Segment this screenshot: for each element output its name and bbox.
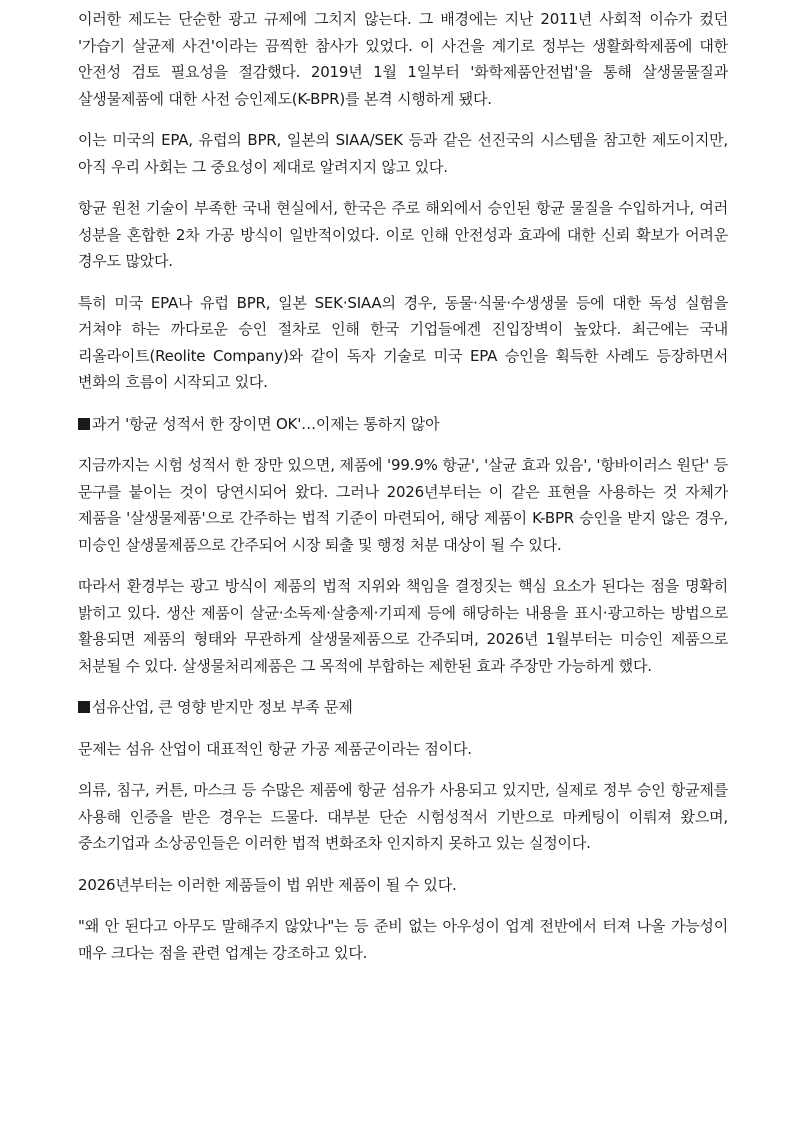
section-heading-past [78, 411, 728, 438]
paragraph-ministry: 따라서 환경부는 광고 방식이 제품의 법적 지위와 책임을 결정짓는 핵심 요소가 된다는 점을 명확히 밝히고 있다. 생산 제품이 살균·소독제·살충제·기피제 등에 해당하는 내용을 표시·광고하는 방법으로 활용되면 제품의 형태와 무관하게 살생물제품으로 간주되며, 2026년 1월부터는 미승인 제품으로 처분될 수 있다. 살생물처리제품은 그 목적에 부합하는 제한된 효과 주장만 가능하게 했다. [78, 577, 728, 675]
paragraph-background: 이러한 제도는 단순한 광고 규제에 그치지 않는다. 그 배경에는 지난 2011년 사회적 이슈가 컸던 '가습기 살균제 사건'이라는 끔찍한 참사가 있었다. 이 사건을 계기로 정부는 생활화학제품에 대한 안전성 검토 필요성을 절감했다. 2019년 1월 1일부터 '화학제품안전법'을 통해 살생물물질과 살생물제품에 대한 사전 승인제도(K-BPR)를 본격 시행하게 됐다. [78, 10, 728, 108]
article-body [78, 6, 728, 981]
square-bullet-icon [78, 418, 90, 430]
paragraph-entry-barrier: 특히 미국 EPA나 유럽 BPR, 일본 SEK·SIAA의 경우, 동물·식물·수생생물 등에 대한 독성 실험을 거쳐야 하는 까다로운 승인 절차로 인해 한국 기업들에겐 진입장벽이 높았다. 최근에는 국내 리올라이트(Reolite Company)와 같이 독자 기술로 미국 EPA 승인을 획득한 사례도 등장하면서 변화의 흐름이 시작되고 있다. [78, 293, 728, 391]
section-heading-textile-text: 섬유산업, 큰 영향 받지만 정보 부족 문제 [92, 698, 353, 716]
paragraph-textile-problem: 문제는 섬유 산업이 대표적인 항균 가공 제품군이라는 점이다. [78, 739, 472, 758]
paragraph-2026-violation: 2026년부터는 이러한 제품들이 법 위반 제품이 될 수 있다. [78, 875, 457, 894]
paragraph-industry-outcry: "왜 안 된다고 아무도 말해주지 않았나"는 등 준비 없는 아우성이 업계 전반에서 터져 나올 가능성이 매우 크다는 점을 관련 업계는 강조하고 있다. [78, 917, 728, 962]
paragraph-textile-products: 의류, 침구, 커튼, 마스크 등 수많은 제품에 항균 섬유가 사용되고 있지만, 실제로 정부 승인 항균제를 사용해 인증을 받은 경우는 드물다. 대부분 단순 시험성적서 기반으로 마케팅이 이뤄져 왔으며, 중소기업과 소상공인들은 이러한 법적 변화조차 인지하지 못하고 있는 실정이다. [78, 781, 728, 852]
section-heading-textile [78, 694, 728, 721]
paragraph-test-report: 지금까지는 시험 성적서 한 장만 있으면, 제품에 '99.9% 항균', '살균 효과 있음', '항바이러스 원단' 등 문구를 붙이는 것이 당연시되어 왔다. 그러나 2026년부터는 이 같은 표현을 사용하는 것 자체가 제품을 '살생물제품'으로 간주하는 법적 기준이 마련되어, 해당 제품이 K-BPR 승인을 받지 않은 경우, 미승인 살생물제품으로 간주되어 시장 퇴출 및 행정 처분 대상이 될 수 있다. [78, 456, 728, 554]
paragraph-domestic-reality: 항균 원천 기술이 부족한 국내 현실에서, 한국은 주로 해외에서 승인된 항균 물질을 수입하거나, 여러 성분을 혼합한 2차 가공 방식이 일반적이었다. 이로 인해 안전성과 효과에 대한 신뢰 확보가 어려운 경우도 많았다. [78, 199, 729, 270]
section-heading-past-text: 과거 '항균 성적서 한 장이면 OK'…이제는 통하지 않아 [92, 414, 440, 433]
square-bullet-icon [78, 701, 90, 713]
paragraph-foreign-systems: 이는 미국의 EPA, 유럽의 BPR, 일본의 SIAA/SEK 등과 같은 선진국의 시스템을 참고한 제도이지만, 아직 우리 사회는 그 중요성이 제대로 알려지지 않고 있다. [78, 131, 728, 176]
